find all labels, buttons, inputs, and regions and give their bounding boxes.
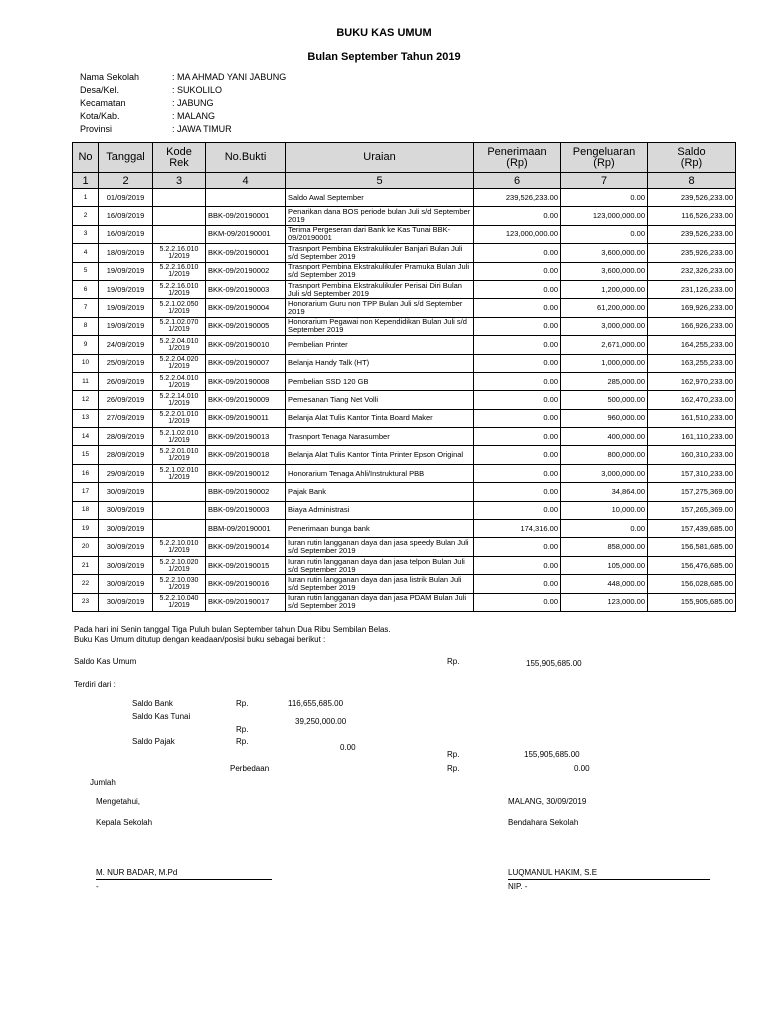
cell-penerimaan: 0.00 — [474, 317, 561, 335]
cell-no: 7 — [73, 299, 99, 317]
cell-saldo: 232,326,233.00 — [648, 262, 736, 280]
table-row — [73, 207, 736, 225]
cell-no: 23 — [73, 593, 99, 611]
cell-no-bukti: BKK-09/20190009 — [206, 391, 286, 409]
header-penerimaan: Penerimaan (Rp) — [474, 143, 561, 173]
col-number: 6 — [474, 173, 561, 189]
cell-pengeluaran: 34,864.00 — [561, 483, 648, 501]
cell-no-bukti: BKK-09/20190002 — [206, 262, 286, 280]
cell-tanggal: 01/09/2019 — [99, 189, 153, 207]
table-row — [73, 189, 736, 207]
info-value: : JAWA TIMUR — [172, 124, 232, 134]
cell-penerimaan: 0.00 — [474, 593, 561, 611]
cell-saldo: 164,255,233.00 — [648, 336, 736, 354]
cell-pengeluaran: 123,000,000.00 — [561, 207, 648, 225]
header-kode-rek: Kode Rek — [153, 143, 206, 173]
cell-uraian: Iuran rutin langganan daya dan jasa speedy Bulan Juli s/d September 2019 — [286, 538, 474, 556]
cell-kode-rek — [153, 501, 206, 519]
cell-no-bukti: BKK-09/20190010 — [206, 336, 286, 354]
cell-uraian: Trasnport Pembina Ekstrakulikuler Banjari Bulan Juli s/d September 2019 — [286, 244, 474, 262]
cell-uraian: Trasnport Pembina Ekstrakulikuler Pramuka Bulan Juli s/d September 2019 — [286, 262, 474, 280]
cell-penerimaan: 123,000,000.00 — [474, 225, 561, 243]
cell-kode-rek: 5.2.2.14.010 1/2019 — [153, 391, 206, 409]
cell-no-bukti: BKK-09/20190004 — [206, 299, 286, 317]
cell-penerimaan: 239,526,233.00 — [474, 189, 561, 207]
cell-no: 16 — [73, 464, 99, 482]
saldo-pajak-value: 0.00 — [340, 743, 356, 752]
cell-saldo: 157,439,685.00 — [648, 520, 736, 538]
table-row — [73, 372, 736, 390]
cell-tanggal: 30/09/2019 — [99, 483, 153, 501]
cell-kode-rek: 5.2.2.04.010 1/2019 — [153, 336, 206, 354]
cell-kode-rek: 5.2.2.10.020 1/2019 — [153, 556, 206, 574]
cell-pengeluaran: 0.00 — [561, 520, 648, 538]
bendahara-title: Bendahara Sekolah — [508, 818, 579, 827]
cell-no: 18 — [73, 501, 99, 519]
table-row — [73, 409, 736, 427]
cell-uraian: Pembelian Printer — [286, 336, 474, 354]
cell-no: 2 — [73, 207, 99, 225]
header-no: No — [73, 143, 99, 173]
cell-penerimaan: 0.00 — [474, 372, 561, 390]
cell-tanggal: 16/09/2019 — [99, 207, 153, 225]
cell-pengeluaran: 960,000.00 — [561, 409, 648, 427]
cell-penerimaan: 0.00 — [474, 391, 561, 409]
table-row — [73, 317, 736, 335]
cell-penerimaan: 0.00 — [474, 483, 561, 501]
header-uraian: Uraian — [286, 143, 474, 173]
cell-no: 5 — [73, 262, 99, 280]
cell-penerimaan: 0.00 — [474, 336, 561, 354]
cell-tanggal: 26/09/2019 — [99, 391, 153, 409]
cell-no: 13 — [73, 409, 99, 427]
info-label: Desa/Kel. — [80, 85, 120, 95]
cell-tanggal: 18/09/2019 — [99, 244, 153, 262]
cell-tanggal: 30/09/2019 — [99, 501, 153, 519]
cell-saldo: 161,110,233.00 — [648, 428, 736, 446]
cell-penerimaan: 0.00 — [474, 446, 561, 464]
cell-saldo: 157,310,233.00 — [648, 464, 736, 482]
cell-tanggal: 26/09/2019 — [99, 372, 153, 390]
cell-pengeluaran: 3,600,000.00 — [561, 244, 648, 262]
table-row — [73, 280, 736, 298]
cell-no-bukti: BKK-09/20190012 — [206, 464, 286, 482]
cell-tanggal: 30/09/2019 — [99, 520, 153, 538]
perbedaan-label: Perbedaan — [230, 764, 270, 773]
cell-tanggal: 29/09/2019 — [99, 464, 153, 482]
cell-tanggal: 19/09/2019 — [99, 317, 153, 335]
cell-pengeluaran: 1,200,000.00 — [561, 280, 648, 298]
rp-label: Rp. — [447, 764, 460, 773]
table-row — [73, 538, 736, 556]
cell-no: 10 — [73, 354, 99, 372]
cell-no: 19 — [73, 520, 99, 538]
cell-tanggal: 24/09/2019 — [99, 336, 153, 354]
cell-no: 9 — [73, 336, 99, 354]
cell-pengeluaran: 3,000,000.00 — [561, 464, 648, 482]
cell-pengeluaran: 123,000.00 — [561, 593, 648, 611]
table-row — [73, 354, 736, 372]
cell-no: 6 — [73, 280, 99, 298]
cell-kode-rek — [153, 225, 206, 243]
cell-uraian: Belanja Alat Tulis Kantor Tinta Printer Epson Original — [286, 446, 474, 464]
table-row — [73, 391, 736, 409]
table-row — [73, 520, 736, 538]
cell-penerimaan: 0.00 — [474, 280, 561, 298]
cell-pengeluaran: 105,000.00 — [561, 556, 648, 574]
info-label: Provinsi — [80, 124, 113, 134]
cell-saldo: 162,470,233.00 — [648, 391, 736, 409]
cell-uraian: Biaya Administrasi — [286, 501, 474, 519]
cell-saldo: 235,926,233.00 — [648, 244, 736, 262]
info-label: Kecamatan — [80, 98, 126, 108]
cell-no-bukti: BKK-09/20190005 — [206, 317, 286, 335]
cell-saldo: 156,476,685.00 — [648, 556, 736, 574]
place-date: MALANG, 30/09/2019 — [508, 797, 587, 806]
cell-uraian: Trasnport Tenaga Narasumber — [286, 428, 474, 446]
cell-uraian: Belanja Handy Talk (HT) — [286, 354, 474, 372]
cell-penerimaan: 0.00 — [474, 207, 561, 225]
cell-saldo: 239,526,233.00 — [648, 189, 736, 207]
signature-line — [96, 879, 272, 880]
cell-tanggal: 28/09/2019 — [99, 428, 153, 446]
cell-tanggal: 19/09/2019 — [99, 280, 153, 298]
cell-tanggal: 30/09/2019 — [99, 575, 153, 593]
info-value: : MALANG — [172, 111, 216, 121]
cell-pengeluaran: 285,000.00 — [561, 372, 648, 390]
cell-kode-rek — [153, 207, 206, 225]
table-row — [73, 225, 736, 243]
table-row — [73, 299, 736, 317]
rp-label: Rp. — [447, 657, 460, 666]
cell-saldo: 156,028,685.00 — [648, 575, 736, 593]
cell-kode-rek: 5.2.2.10.030 1/2019 — [153, 575, 206, 593]
cell-pengeluaran: 3,600,000.00 — [561, 262, 648, 280]
cell-pengeluaran: 800,000.00 — [561, 446, 648, 464]
document-title: BUKU KAS UMUM — [336, 27, 432, 39]
info-value: : MA AHMAD YANI JABUNG — [172, 72, 287, 82]
jumlah-label: Jumlah — [90, 778, 116, 787]
kas-table-body — [73, 189, 736, 612]
cell-no-bukti: BKK-09/20190001 — [206, 244, 286, 262]
header-tanggal: Tanggal — [99, 143, 153, 173]
cell-kode-rek — [153, 520, 206, 538]
cell-uraian: Pemesanan Tiang Net Volli — [286, 391, 474, 409]
header-pengeluaran: Pengeluaran (Rp) — [561, 143, 648, 173]
cell-saldo: 161,510,233.00 — [648, 409, 736, 427]
cell-no: 11 — [73, 372, 99, 390]
cell-pengeluaran: 2,671,000.00 — [561, 336, 648, 354]
cell-tanggal: 25/09/2019 — [99, 354, 153, 372]
table-row — [73, 575, 736, 593]
info-label: Kota/Kab. — [80, 111, 120, 121]
cell-uraian: Pajak Bank — [286, 483, 474, 501]
cell-penerimaan: 0.00 — [474, 428, 561, 446]
cell-pengeluaran: 1,000,000.00 — [561, 354, 648, 372]
cell-pengeluaran: 0.00 — [561, 189, 648, 207]
col-number: 3 — [153, 173, 206, 189]
cell-saldo: 231,126,233.00 — [648, 280, 736, 298]
cell-tanggal: 30/09/2019 — [99, 538, 153, 556]
cell-kode-rek — [153, 483, 206, 501]
closing-line-1: Pada hari ini Senin tanggal Tiga Puluh bulan September tahun Dua Ribu Sembilan Belas. — [74, 625, 391, 634]
saldo-bank-label: Saldo Bank — [132, 699, 173, 708]
cell-kode-rek: 5.2.2.16.010 1/2019 — [153, 244, 206, 262]
info-label: Nama Sekolah — [80, 72, 140, 82]
cell-no-bukti: BBK-09/20190002 — [206, 483, 286, 501]
saldo-tunai-label: Saldo Kas Tunai — [132, 712, 191, 721]
cell-kode-rek: 5.2.2.01.010 1/2019 — [153, 446, 206, 464]
cell-kode-rek: 5.2.1.02.010 1/2019 — [153, 464, 206, 482]
cell-no-bukti: BKK-09/20190008 — [206, 372, 286, 390]
cell-penerimaan: 0.00 — [474, 354, 561, 372]
cell-tanggal: 19/09/2019 — [99, 262, 153, 280]
cell-no-bukti: BKK-09/20190016 — [206, 575, 286, 593]
rp-label: Rp. — [236, 725, 249, 734]
perbedaan-value: 0.00 — [574, 764, 590, 773]
cell-tanggal: 30/09/2019 — [99, 556, 153, 574]
cell-pengeluaran: 3,000,000.00 — [561, 317, 648, 335]
cell-kode-rek: 5.2.2.10.040 1/2019 — [153, 593, 206, 611]
cell-saldo: 155,905,685.00 — [648, 593, 736, 611]
cell-no: 4 — [73, 244, 99, 262]
cell-penerimaan: 0.00 — [474, 299, 561, 317]
cell-pengeluaran: 61,200,000.00 — [561, 299, 648, 317]
jumlah-value: 155,905,685.00 — [524, 750, 580, 759]
cell-kode-rek: 5.2.1.02.070 1/2019 — [153, 317, 206, 335]
table-row — [73, 336, 736, 354]
cell-uraian: Trasnport Pembina Ekstrakulikuler Perisai Diri Bulan Juli s/d September 2019 — [286, 280, 474, 298]
cell-no-bukti: BKK-09/20190013 — [206, 428, 286, 446]
cell-saldo: 116,526,233.00 — [648, 207, 736, 225]
cell-no: 20 — [73, 538, 99, 556]
info-value: : SUKOLILO — [172, 85, 223, 95]
cell-no-bukti: BKK-09/20190007 — [206, 354, 286, 372]
cell-kode-rek: 5.2.1.02.010 1/2019 — [153, 428, 206, 446]
cell-uraian: Belanja Alat Tulis Kantor Tinta Board Maker — [286, 409, 474, 427]
cell-pengeluaran: 500,000.00 — [561, 391, 648, 409]
cell-kode-rek — [153, 189, 206, 207]
cell-no: 3 — [73, 225, 99, 243]
cell-penerimaan: 0.00 — [474, 538, 561, 556]
cell-kode-rek: 5.2.2.01.010 1/2019 — [153, 409, 206, 427]
terdiri-label: Terdiri dari : — [74, 680, 116, 689]
cell-no-bukti: BKM-09/20190001 — [206, 225, 286, 243]
cell-no: 22 — [73, 575, 99, 593]
cell-tanggal: 16/09/2019 — [99, 225, 153, 243]
cell-uraian: Honorarium Pegawai non Kependidikan Bulan Juli s/d September 2019 — [286, 317, 474, 335]
cell-saldo: 156,581,685.00 — [648, 538, 736, 556]
cell-kode-rek: 5.2.2.16.010 1/2019 — [153, 280, 206, 298]
cell-pengeluaran: 448,000.00 — [561, 575, 648, 593]
col-number: 2 — [99, 173, 153, 189]
cell-no: 14 — [73, 428, 99, 446]
cell-saldo: 157,275,369.00 — [648, 483, 736, 501]
table-row — [73, 428, 736, 446]
table-row — [73, 501, 736, 519]
cell-kode-rek: 5.2.2.04.020 1/2019 — [153, 354, 206, 372]
closing-line-2: Buku Kas Umum ditutup dengan keadaan/posisi buku sebagai berikut : — [74, 635, 326, 644]
cell-uraian: Penerimaan bunga bank — [286, 520, 474, 538]
cell-saldo: 239,526,233.00 — [648, 225, 736, 243]
bendahara-name: LUQMANUL HAKIM, S.E — [508, 868, 598, 877]
cell-no: 1 — [73, 189, 99, 207]
cell-penerimaan: 0.00 — [474, 575, 561, 593]
cell-uraian: Iuran rutin langganan daya dan jasa PDAM Bulan Juli s/d September 2019 — [286, 593, 474, 611]
cell-kode-rek: 5.2.2.10.010 1/2019 — [153, 538, 206, 556]
cell-saldo: 166,926,233.00 — [648, 317, 736, 335]
mengetahui-label: Mengetahui, — [96, 797, 141, 806]
cell-no: 21 — [73, 556, 99, 574]
cell-tanggal: 28/09/2019 — [99, 446, 153, 464]
cell-no-bukti: BKK-09/20190018 — [206, 446, 286, 464]
cell-pengeluaran: 10,000.00 — [561, 501, 648, 519]
kepala-sekolah-name: M. NUR BADAR, M.Pd — [96, 868, 178, 877]
cell-no-bukti: BKK-09/20190003 — [206, 280, 286, 298]
saldo-pajak-label: Saldo Pajak — [132, 737, 175, 746]
cell-uraian: Honorarium Tenaga Ahli/Instruktural PBB — [286, 464, 474, 482]
cell-no-bukti: BBK-09/20190001 — [206, 207, 286, 225]
col-number: 8 — [648, 173, 736, 189]
cell-penerimaan: 0.00 — [474, 556, 561, 574]
saldo-kas-label: Saldo Kas Umum — [74, 657, 137, 666]
cell-no-bukti: BKK-09/20190015 — [206, 556, 286, 574]
kepala-sekolah-nip: - — [96, 882, 99, 891]
cell-pengeluaran: 858,000.00 — [561, 538, 648, 556]
col-number: 4 — [206, 173, 286, 189]
cell-no-bukti: BBM-09/20190001 — [206, 520, 286, 538]
cell-penerimaan: 0.00 — [474, 409, 561, 427]
cell-saldo: 162,970,233.00 — [648, 372, 736, 390]
signature-line — [508, 879, 710, 880]
cell-penerimaan: 0.00 — [474, 464, 561, 482]
cell-kode-rek: 5.2.1.02.050 1/2019 — [153, 299, 206, 317]
cell-no: 17 — [73, 483, 99, 501]
cell-uraian: Honorarium Guru non TPP Bulan Juli s/d September 2019 — [286, 299, 474, 317]
cell-penerimaan: 174,316.00 — [474, 520, 561, 538]
cell-kode-rek: 5.2.2.16.010 1/2019 — [153, 262, 206, 280]
table-row — [73, 483, 736, 501]
cell-no-bukti: BKK-09/20190017 — [206, 593, 286, 611]
table-row — [73, 556, 736, 574]
cell-penerimaan: 0.00 — [474, 501, 561, 519]
cell-saldo: 160,310,233.00 — [648, 446, 736, 464]
cell-uraian: Terima Pergeseran dari Bank ke Kas Tunai BBK-09/20190001 — [286, 225, 474, 243]
cell-tanggal: 19/09/2019 — [99, 299, 153, 317]
table-row — [73, 464, 736, 482]
cell-saldo: 157,265,369.00 — [648, 501, 736, 519]
table-row — [73, 446, 736, 464]
cell-uraian: Iuran rutin langganan daya dan jasa listrik Bulan Juli s/d September 2019 — [286, 575, 474, 593]
cell-uraian: Saldo Awal September — [286, 189, 474, 207]
rp-label: Rp. — [447, 750, 460, 759]
saldo-bank-value: 116,655,685.00 — [288, 699, 344, 708]
cell-no-bukti: BKK-09/20190011 — [206, 409, 286, 427]
rp-label: Rp. — [236, 737, 249, 746]
col-number: 1 — [73, 173, 99, 189]
cell-kode-rek: 5.2.2.04.010 1/2019 — [153, 372, 206, 390]
cell-tanggal: 30/09/2019 — [99, 593, 153, 611]
cell-no-bukti: BBK-09/20190003 — [206, 501, 286, 519]
bendahara-nip: NIP. - — [508, 882, 528, 891]
cell-no: 8 — [73, 317, 99, 335]
cell-pengeluaran: 400,000.00 — [561, 428, 648, 446]
cell-saldo: 169,926,233.00 — [648, 299, 736, 317]
saldo-kas-value: 155,905,685.00 — [526, 659, 582, 668]
cell-saldo: 163,255,233.00 — [648, 354, 736, 372]
col-number: 5 — [286, 173, 474, 189]
cell-uraian: Penarikan dana BOS periode bulan Juli s/d September 2019 — [286, 207, 474, 225]
rp-label: Rp. — [236, 699, 249, 708]
cell-no-bukti — [206, 189, 286, 207]
info-value: : JABUNG — [172, 98, 214, 108]
header-saldo: Saldo (Rp) — [648, 143, 736, 173]
cell-penerimaan: 0.00 — [474, 262, 561, 280]
cell-penerimaan: 0.00 — [474, 244, 561, 262]
col-number: 7 — [561, 173, 648, 189]
table-row — [73, 244, 736, 262]
cell-pengeluaran: 0.00 — [561, 225, 648, 243]
cell-no: 15 — [73, 446, 99, 464]
header-no-bukti: No.Bukti — [206, 143, 286, 173]
kepala-sekolah-title: Kepala Sekolah — [96, 818, 153, 827]
cell-no-bukti: BKK-09/20190014 — [206, 538, 286, 556]
kas-table — [72, 142, 736, 612]
cell-no: 12 — [73, 391, 99, 409]
cell-uraian: Pembelian SSD 120 GB — [286, 372, 474, 390]
cell-uraian: Iuran rutin langganan daya dan jasa telpon Bulan Juli s/d September 2019 — [286, 556, 474, 574]
saldo-tunai-value: 39,250,000.00 — [295, 717, 347, 726]
cell-tanggal: 27/09/2019 — [99, 409, 153, 427]
table-row — [73, 593, 736, 611]
document-subtitle: Bulan September Tahun 2019 — [307, 51, 461, 63]
table-row — [73, 262, 736, 280]
